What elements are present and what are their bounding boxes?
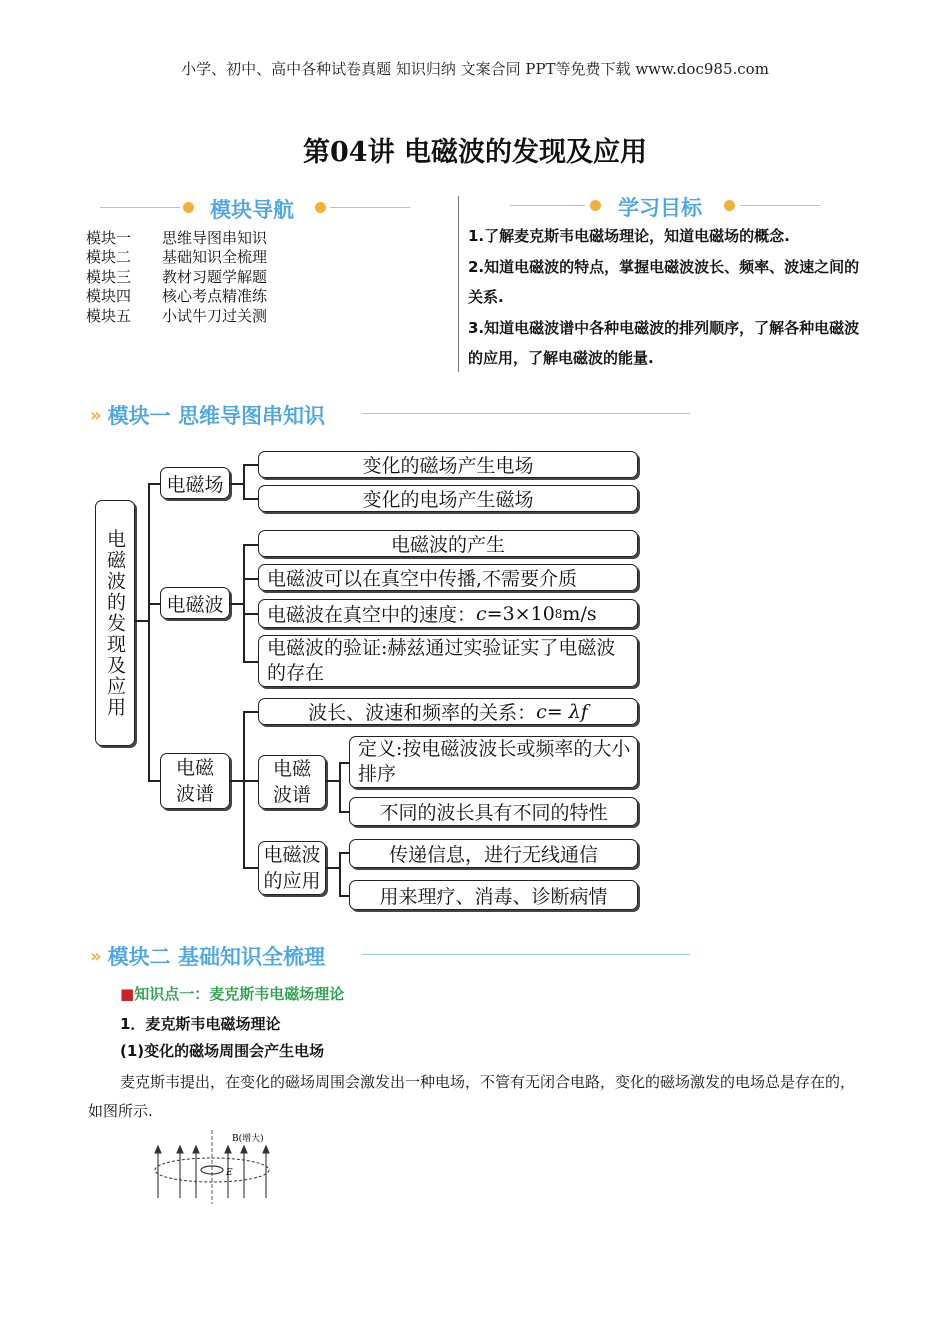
module2-title: 模块二 基础知识全梳理 xyxy=(107,945,325,969)
goals-heading-dot-right xyxy=(724,200,735,211)
goals-heading-dot-left xyxy=(590,200,601,211)
double-chevron-icon: » xyxy=(90,945,102,967)
field-diagram-svg xyxy=(150,1128,280,1206)
leaf-label: 电磁波的验证:赫兹通过实验证实了电磁波的存在 xyxy=(267,637,616,684)
nav-item-text: 思维导图串知识 xyxy=(162,229,268,247)
connector xyxy=(243,867,258,869)
connector xyxy=(243,613,258,615)
connector xyxy=(243,544,258,546)
connector xyxy=(339,852,349,854)
connector xyxy=(243,711,258,713)
connector xyxy=(148,483,150,781)
nav-item-text: 基础知识全梳理 xyxy=(162,248,268,267)
connector xyxy=(243,464,258,466)
module-nav-list xyxy=(86,229,267,326)
connector xyxy=(230,780,244,782)
body-paragraph: 麦克斯韦提出，在变化的磁场周围会激发出一种电场，不管有无闭合电路，变化的磁场激发的电场总是存在的，如图所示. xyxy=(88,1073,856,1120)
connector xyxy=(339,895,349,897)
column-divider xyxy=(458,196,459,372)
leaf-label: 波长、波速和频率的关系： xyxy=(308,702,537,724)
nav-item-label: 模块五 xyxy=(86,306,132,325)
module2-bar xyxy=(90,941,325,971)
site-header: 小学、初中、高中各种试卷真题 知识归纳 文案合同 PPT等免费下载 www.doc985.com xyxy=(181,60,769,78)
speed-value: =3×10 xyxy=(486,602,555,625)
mindmap-leaf-speed xyxy=(258,599,638,628)
connector xyxy=(339,762,341,812)
module2-rule xyxy=(362,954,690,955)
goals-heading: 学习目标 xyxy=(618,196,702,220)
nav-item-label: 模块一 xyxy=(86,229,132,247)
connector xyxy=(243,578,258,580)
learning-goals xyxy=(468,221,868,374)
section-heading: 1．麦克斯韦电磁场理论 xyxy=(120,1015,281,1033)
module1-rule xyxy=(362,413,690,414)
connector xyxy=(135,620,149,622)
knowledge-point-text: 知识点一：麦克斯韦电磁场理论 xyxy=(134,985,345,1003)
connector xyxy=(230,483,244,485)
nav-item[interactable] xyxy=(86,268,267,287)
nav-heading: 模块导航 xyxy=(210,198,294,222)
mindmap-em-field xyxy=(160,467,230,499)
nav-heading-bar xyxy=(100,194,420,222)
mindmap-em-wave xyxy=(160,587,230,619)
connector xyxy=(243,711,245,868)
double-chevron-icon: » xyxy=(90,404,102,426)
spectrum-sub-label: 电磁波谱 xyxy=(272,758,311,806)
nav-item-text: 小试牛刀过关测 xyxy=(162,306,268,325)
goals-heading-line-right xyxy=(740,205,820,206)
connector xyxy=(243,498,258,500)
connector xyxy=(326,780,340,782)
connector xyxy=(148,483,160,485)
speed-unit: m/s xyxy=(562,602,597,625)
nav-item-label: 模块四 xyxy=(86,287,132,306)
connector xyxy=(243,780,258,782)
goals-heading-bar xyxy=(510,192,830,220)
connector xyxy=(326,867,340,869)
nav-item-text: 核心考点精准练 xyxy=(162,287,268,306)
leaf-label: 变化的磁场产生电场 xyxy=(362,455,534,477)
nav-item-label: 模块二 xyxy=(86,248,132,267)
leaf-label: 变化的电场产生磁场 xyxy=(362,489,534,511)
nav-item[interactable] xyxy=(86,287,267,306)
leaf-label: 传递信息，进行无线通信 xyxy=(388,844,598,866)
magnetic-field-figure xyxy=(150,1128,280,1206)
b-field-label: B(增大) xyxy=(232,1134,264,1144)
nav-item[interactable] xyxy=(86,229,267,248)
mindmap-leaf xyxy=(349,736,638,788)
red-square-icon: ■ xyxy=(120,985,135,1003)
mindmap-spectrum-sub xyxy=(258,755,326,809)
spectrum-label: 电磁波谱 xyxy=(175,757,214,805)
speed-of-light-symbol: c xyxy=(476,602,487,625)
leaf-label: 电磁波可以在真空中传播,不需要介质 xyxy=(267,568,578,590)
relation-formula: c= λf xyxy=(536,700,588,723)
nav-heading-line-right xyxy=(330,207,410,208)
leaf-label: 不同的波长具有不同的特性 xyxy=(379,802,608,824)
application-label: 电磁波的应用 xyxy=(263,844,321,892)
leaf-label: 电磁波的产生 xyxy=(390,534,505,556)
mindmap-leaf xyxy=(258,485,638,512)
subsection-heading: (1)变化的磁场周围会产生电场 xyxy=(120,1042,325,1060)
connector xyxy=(243,661,258,663)
mindmap-leaf xyxy=(258,530,638,557)
goals-heading-line-left xyxy=(510,205,585,206)
mindmap-root xyxy=(95,500,135,746)
mindmap-leaf xyxy=(258,451,638,478)
nav-heading-dot-right xyxy=(315,202,326,213)
speed-exponent: 8 xyxy=(554,606,563,621)
nav-item-text: 教材习题学解题 xyxy=(162,267,268,286)
nav-heading-dot-left xyxy=(183,202,194,213)
mindmap-application xyxy=(258,841,326,895)
mindmap-leaf xyxy=(258,635,638,687)
leaf-label: 电磁波在真空中的速度： xyxy=(267,604,477,626)
nav-heading-line-left xyxy=(100,207,180,208)
mindmap-leaf xyxy=(349,839,638,868)
em-wave-label: 电磁波 xyxy=(166,593,224,616)
knowledge-point-heading xyxy=(120,983,344,1004)
nav-item-label: 模块三 xyxy=(86,267,132,286)
goal-item: 1.了解麦克斯韦电磁场理论，知道电磁场的概念. xyxy=(468,227,790,245)
connector xyxy=(339,811,349,813)
leaf-label: 定义:按电磁波波长或频率的大小排序 xyxy=(358,738,631,785)
page-title: 第04讲 电磁波的发现及应用 xyxy=(303,137,647,168)
em-field-label: 电磁场 xyxy=(166,473,224,496)
goal-item: 3.知道电磁波谱中各种电磁波的排列顺序，了解各种电磁波的应用，了解电磁波的能量. xyxy=(468,318,860,367)
module1-bar xyxy=(90,400,325,430)
connector xyxy=(148,603,160,605)
mindmap-spectrum xyxy=(160,753,230,809)
connector xyxy=(339,852,341,896)
mindmap-leaf xyxy=(349,880,638,910)
e-field-label: E xyxy=(226,1168,233,1178)
connector xyxy=(243,544,245,662)
leaf-label: 用来理疗、消毒、诊断病情 xyxy=(379,885,608,908)
connector xyxy=(339,762,349,764)
mindmap-root-label: 电磁波的发现及应用 xyxy=(104,528,126,718)
connector xyxy=(243,464,245,498)
goal-item: 2.知道电磁波的特点，掌握电磁波波长、频率、波速之间的关系. xyxy=(468,257,860,306)
nav-item[interactable] xyxy=(86,248,267,267)
module1-title: 模块一 思维导图串知识 xyxy=(107,404,325,428)
mindmap-leaf xyxy=(349,797,638,826)
mindmap-leaf xyxy=(258,564,638,591)
mindmap-leaf-relation xyxy=(258,698,638,725)
connector xyxy=(230,603,244,605)
nav-item[interactable] xyxy=(86,307,267,326)
connector xyxy=(148,780,160,782)
